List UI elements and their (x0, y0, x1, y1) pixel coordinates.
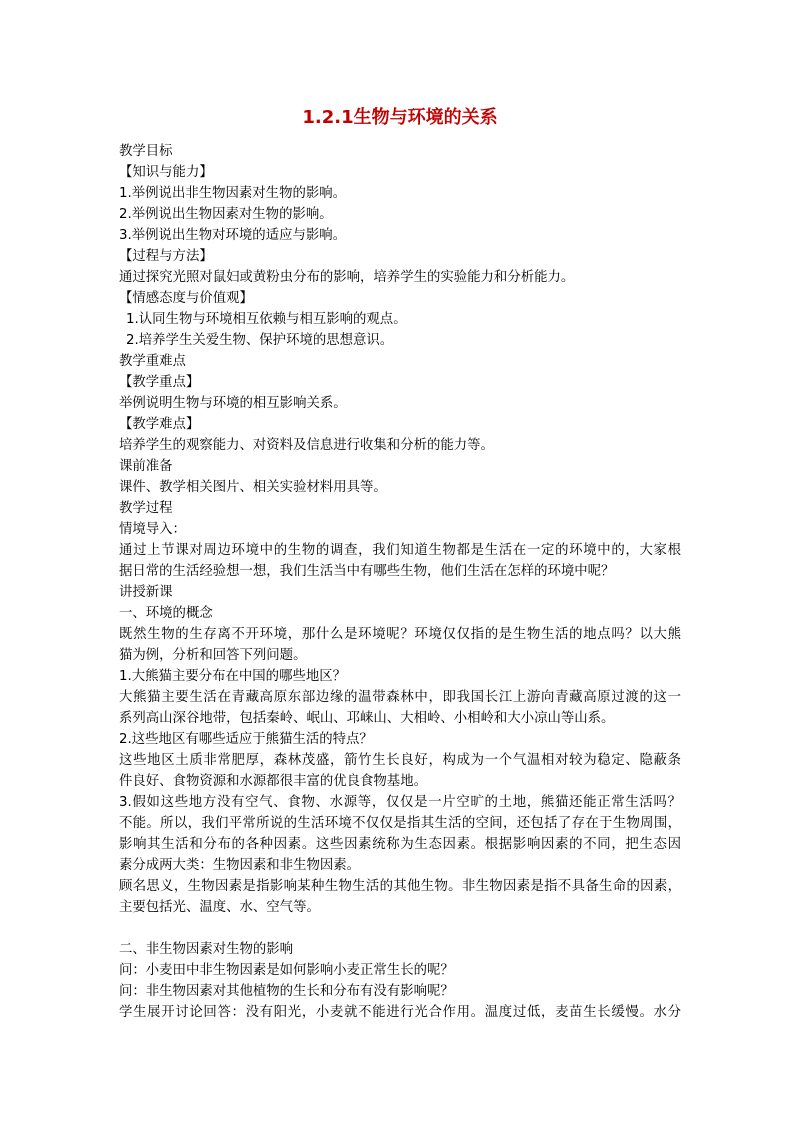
text-line: 据日常的生活经验想一想，我们生活当中有哪些生物，他们生活在怎样的环境中呢？ (119, 564, 615, 579)
subsection-heading: 情境导入： (119, 522, 186, 537)
question-line: 问：小麦田中非生物因素是如何影响小麦正常生长的呢？ (119, 963, 454, 978)
question-line: 1.大熊猫主要分布在中国的哪些地区？ (119, 669, 347, 684)
question-line: 问：非生物因素对其他植物的生长和分布有没有影响呢？ (119, 984, 454, 999)
section-heading: 教学过程 (119, 501, 173, 516)
text-line: 课件、教学相关图片、相关实验材料用具等。 (119, 480, 387, 495)
subsection-heading: 【教学难点】 (119, 417, 200, 432)
text-line: 件良好、食物资源和水源都很丰富的优良食物基地。 (119, 774, 427, 789)
question-line: 2.这些地区有哪些适应于熊猫生活的特点？ (119, 732, 373, 747)
document-title: 1.2.1生物与环境的关系 (302, 107, 498, 128)
text-line: 既然生物的生存离不开环境，那什么是环境呢？环境仅仅指的是生物生活的地点吗？以大熊 (119, 627, 681, 642)
text-line: 主要包括光、温度、水、空气等。 (119, 900, 320, 915)
text-line: 通过探究光照对鼠妇或黄粉虫分布的影响，培养学生的实验能力和分析能力。 (119, 270, 575, 285)
section-heading: 讲授新课 (119, 585, 173, 600)
blank-line (119, 918, 681, 939)
text-line: 学生展开讨论回答：没有阳光，小麦就不能进行光合作用。温度过低，麦苗生长缓慢。水分 (119, 1005, 681, 1020)
text-line: 系列高山深谷地带，包括秦岭、岷山、邛崃山、大相岭、小相岭和大小凉山等山系。 (119, 711, 615, 726)
text-line: 顾名思义，生物因素是指影响某种生物生活的其他生物。非生物因素是指不具备生命的因素， (119, 879, 681, 894)
text-line: 素分成两大类：生物因素和非生物因素。 (119, 858, 361, 873)
text-line: 大熊猫主要生活在青藏高原东部边缘的温带森林中，即我国长江上游向青藏高原过渡的这一 (119, 690, 681, 705)
text-line: 3.举例说出生物对环境的适应与影响。 (119, 228, 347, 243)
text-line: 1.举例说出非生物因素对生物的影响。 (119, 186, 347, 201)
section-heading: 教学重难点 (119, 354, 186, 369)
text-line: 2.举例说出生物因素对生物的影响。 (119, 207, 333, 222)
text-line: 猫为例，分析和回答下列问题。 (119, 648, 307, 663)
subsection-heading: 【过程与方法】 (119, 249, 213, 264)
text-line: 举例说明生物与环境的相互影响关系。 (119, 396, 347, 411)
text-line: 2.培养学生关爱生物、保护环境的思想意识。 (126, 333, 394, 348)
subsection-heading: 一、环境的概念 (119, 606, 213, 621)
question-line: 3.假如这些地方没有空气、食物、水源等，仅仅是一片空旷的土地，熊猫还能正常生活吗？ (119, 795, 681, 810)
subsection-heading: 二、非生物因素对生物的影响 (119, 942, 294, 957)
text-line: 影响其生活和分布的各种因素。这些因素统称为生态因素。根据影响因素的不同，把生态因 (119, 837, 681, 852)
text-line: 通过上节课对周边环境中的生物的调查，我们知道生物都是生活在一定的环境中的，大家根 (119, 543, 681, 558)
text-line: 1.认同生物与环境相互依赖与相互影响的观点。 (126, 312, 407, 327)
section-heading: 教学目标 (119, 144, 173, 159)
document-page (119, 103, 681, 1023)
subsection-heading: 【知识与能力】 (119, 165, 213, 180)
text-line: 这些地区土质非常肥厚，森林茂盛，箭竹生长良好，构成为一个气温相对较为稳定、隐蔽条 (119, 753, 681, 768)
subsection-heading: 【教学重点】 (119, 375, 200, 390)
text-line: 培养学生的观察能力、对资料及信息进行收集和分析的能力等。 (119, 438, 494, 453)
section-heading: 课前准备 (119, 459, 173, 474)
text-line: 不能。所以，我们平常所说的生活环境不仅仅是指其生活的空间，还包括了存在于生物周围， (119, 816, 681, 831)
subsection-heading: 【情感态度与价值观】 (119, 291, 253, 306)
